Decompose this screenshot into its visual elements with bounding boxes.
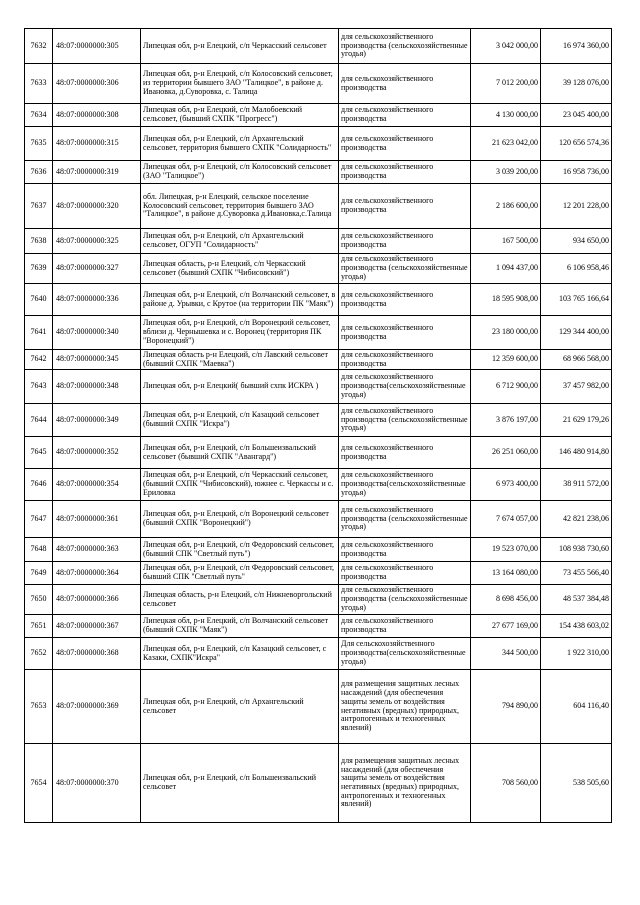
cadastral-number: 48:07:0000000:364	[53, 562, 141, 585]
land-use: для сельскохозяйственного производства	[339, 127, 471, 161]
row-number: 7635	[25, 127, 53, 161]
row-number: 7644	[25, 404, 53, 437]
land-use: для сельскохозяйственного производства (сельскохозяйственные угодья)	[339, 404, 471, 437]
row-number: 7645	[25, 437, 53, 469]
area-value: 794 890,00	[471, 670, 541, 744]
land-use: для сельскохозяйственного производства	[339, 64, 471, 104]
location: Липецкая обл, р-н Елецкий, с/п Архангельский сельсовет	[141, 670, 339, 744]
row-number: 7652	[25, 638, 53, 670]
table-row	[25, 404, 612, 437]
table-row	[25, 350, 612, 370]
row-number: 7641	[25, 316, 53, 350]
land-use: для сельскохозяйственного производства (сельскохозяйственные угодья)	[339, 254, 471, 284]
cadastral-cost: 12 201 228,00	[541, 184, 612, 229]
cadastral-cost: 37 457 982,00	[541, 370, 612, 404]
table-body	[25, 29, 612, 823]
area-value: 3 042 000,00	[471, 29, 541, 64]
cadastral-cost: 604 116,40	[541, 670, 612, 744]
table-row	[25, 104, 612, 127]
location: Липецкая обл, р-н Елецкий, с/п Колосовский сельсовет, из территории бывшего ЗАО "Талицкое", в районе д. Ивановка, д.Суворовка, с. Талица	[141, 64, 339, 104]
row-number: 7632	[25, 29, 53, 64]
area-value: 167 500,00	[471, 229, 541, 254]
cadastral-number: 48:07:0000000:354	[53, 469, 141, 501]
area-value: 26 251 060,00	[471, 437, 541, 469]
land-use: для сельскохозяйственного производства	[339, 104, 471, 127]
land-use: для сельскохозяйственного производства	[339, 229, 471, 254]
cadastral-cost: 23 045 400,00	[541, 104, 612, 127]
row-number: 7638	[25, 229, 53, 254]
area-value: 7 012 200,00	[471, 64, 541, 104]
cadastral-number: 48:07:0000000:361	[53, 501, 141, 538]
row-number: 7651	[25, 615, 53, 638]
area-value: 27 677 169,00	[471, 615, 541, 638]
cadastral-cost: 16 974 360,00	[541, 29, 612, 64]
land-use: для сельскохозяйственного производства	[339, 161, 471, 184]
cadastral-cost: 146 480 914,80	[541, 437, 612, 469]
row-number: 7646	[25, 469, 53, 501]
area-value: 21 623 042,00	[471, 127, 541, 161]
cadastral-number: 48:07:0000000:368	[53, 638, 141, 670]
table-row	[25, 562, 612, 585]
area-value: 6 712 900,00	[471, 370, 541, 404]
land-use: для сельскохозяйственного производства (сельскохозяйственные угодья)	[339, 29, 471, 64]
table-row	[25, 744, 612, 823]
location: Липецкая обл, р-н Елецкий, с/п Федоровский сельсовет, (бывший СПК "Светлый путь")	[141, 538, 339, 562]
cadastral-number: 48:07:0000000:369	[53, 670, 141, 744]
row-number: 7637	[25, 184, 53, 229]
cadastral-number: 48:07:0000000:349	[53, 404, 141, 437]
cadastral-cost: 538 505,60	[541, 744, 612, 823]
table-row	[25, 615, 612, 638]
cadastral-number: 48:07:0000000:367	[53, 615, 141, 638]
location: Липецкая обл, р-н Елецкий, с/п Казацкий сельсовет, с Казаки, СХПК"Искра"	[141, 638, 339, 670]
cadastral-number: 48:07:0000000:345	[53, 350, 141, 370]
location: Липецкая обл, р-н Елецкий, с/п Волчанский сельсовет, в районе д. Урывки, с Крутое (на территории ПК "Маяк")	[141, 284, 339, 316]
cadastral-number: 48:07:0000000:315	[53, 127, 141, 161]
cadastral-cost: 73 455 566,40	[541, 562, 612, 585]
cadastral-number: 48:07:0000000:370	[53, 744, 141, 823]
location: Липецкая обл, р-н Елецкий, с/п Архангельский сельсовет, ОГУП "Солидарность"	[141, 229, 339, 254]
location: Липецкая обл, р-н Елецкий, с/п Большеизвальский сельсовет (бывший СХПК "Авангард")	[141, 437, 339, 469]
cadastral-number: 48:07:0000000:308	[53, 104, 141, 127]
cadastral-cost: 129 344 400,00	[541, 316, 612, 350]
table-row	[25, 184, 612, 229]
cadastral-number: 48:07:0000000:305	[53, 29, 141, 64]
location: Липецкая обл, р-н Елецкий, с/п Федоровский сельсовет, бывший СПК "Светлый путь"	[141, 562, 339, 585]
cadastral-number: 48:07:0000000:340	[53, 316, 141, 350]
row-number: 7653	[25, 670, 53, 744]
cadastral-cost: 48 537 384,48	[541, 585, 612, 615]
table-row	[25, 161, 612, 184]
cadastral-cost: 42 821 238,06	[541, 501, 612, 538]
cadastral-number: 48:07:0000000:306	[53, 64, 141, 104]
table-row	[25, 585, 612, 615]
table-row	[25, 538, 612, 562]
row-number: 7654	[25, 744, 53, 823]
table-row	[25, 437, 612, 469]
table-row	[25, 670, 612, 744]
location: Липецкая обл, р-н Елецкий, с/п Волчанский сельсовет (бывший СХПК "Маяк")	[141, 615, 339, 638]
area-value: 1 094 437,00	[471, 254, 541, 284]
cadastral-number: 48:07:0000000:325	[53, 229, 141, 254]
cadastral-cost: 68 966 568,00	[541, 350, 612, 370]
cadastral-cost: 108 938 730,60	[541, 538, 612, 562]
location: Липецкая область, р-н Елецкий, с/п Черкасский сельсовет (бывший СХПК "Чибисовский")	[141, 254, 339, 284]
cadastral-cost: 39 128 076,00	[541, 64, 612, 104]
land-use: для сельскохозяйственного производства	[339, 562, 471, 585]
land-use: для сельскохозяйственного производства	[339, 350, 471, 370]
row-number: 7633	[25, 64, 53, 104]
cadastral-cost: 16 958 736,00	[541, 161, 612, 184]
land-use: для сельскохозяйственного производства	[339, 184, 471, 229]
land-use: для сельскохозяйственного производства(сельскохозяйственные угодья)	[339, 469, 471, 501]
cadastral-cost: 120 656 574,36	[541, 127, 612, 161]
location: Липецкая обл, р-н Елецкий, с/п Черкасский сельсовет	[141, 29, 339, 64]
cadastral-number: 48:07:0000000:327	[53, 254, 141, 284]
area-value: 3 876 197,00	[471, 404, 541, 437]
land-use: для размещения защитных лесных насаждений (для обеспечения защиты земель от воздействия негативных (вредных) природных, антропогенных и техногенных явлений)	[339, 670, 471, 744]
cadastral-number: 48:07:0000000:363	[53, 538, 141, 562]
location: Липецкая обл, р-н Елецкий, с/п Казацкий сельсовет (бывший СХПК "Искра")	[141, 404, 339, 437]
land-use: для размещения защитных лесных насаждений (для обеспечения защиты земель от воздействия негативных (вредных) природных, антропогенных и техногенных явлений)	[339, 744, 471, 823]
location: Липецкая обл, р-н Елецкий, с/п Воронецкий сельсовет (бывший СХПК "Воронецкий")	[141, 501, 339, 538]
area-value: 23 180 000,00	[471, 316, 541, 350]
area-value: 18 595 908,00	[471, 284, 541, 316]
area-value: 2 186 600,00	[471, 184, 541, 229]
location: Липецкая обл, р-н Елецкий, с/п Колосовский сельсовет (ЗАО "Талицкое")	[141, 161, 339, 184]
area-value: 12 359 600,00	[471, 350, 541, 370]
cadastral-number: 48:07:0000000:366	[53, 585, 141, 615]
row-number: 7640	[25, 284, 53, 316]
table-row	[25, 469, 612, 501]
table-row	[25, 501, 612, 538]
row-number: 7634	[25, 104, 53, 127]
cadastral-cost: 154 438 603,02	[541, 615, 612, 638]
table-row	[25, 316, 612, 350]
land-use: для сельскохозяйственного производства	[339, 284, 471, 316]
table-row	[25, 64, 612, 104]
cadastral-cost: 934 650,00	[541, 229, 612, 254]
table-row	[25, 229, 612, 254]
row-number: 7636	[25, 161, 53, 184]
cadastral-cost: 103 765 166,64	[541, 284, 612, 316]
area-value: 19 523 070,00	[471, 538, 541, 562]
location: обл. Липецкая, р-н Елецкий, сельское поселение Колосовский сельсовет, территория бывшего ЗАО "Талицкое", в районе д.Суворовка д.Ивановка,с.Талица	[141, 184, 339, 229]
area-value: 344 500,00	[471, 638, 541, 670]
land-use: для сельскохозяйственного производства	[339, 615, 471, 638]
area-value: 4 130 000,00	[471, 104, 541, 127]
location: Липецкая обл, р-н Елецкий, с/п Большеизвальский сельсовет	[141, 744, 339, 823]
row-number: 7647	[25, 501, 53, 538]
cadastral-number: 48:07:0000000:319	[53, 161, 141, 184]
table-row	[25, 254, 612, 284]
land-parcel-table	[24, 28, 612, 823]
land-use: для сельскохозяйственного производства (сельскохозяйственные угодья)	[339, 501, 471, 538]
cadastral-cost: 38 911 572,00	[541, 469, 612, 501]
area-value: 6 973 400,00	[471, 469, 541, 501]
location: Липецкая обл, р-н Елецкий, с/п Воронецкий сельсовет, вблизи д. Чернышевка и с. Воронец (территория ПК "Воронецкий")	[141, 316, 339, 350]
cadastral-number: 48:07:0000000:336	[53, 284, 141, 316]
land-use: для сельскохозяйственного производства	[339, 437, 471, 469]
row-number: 7649	[25, 562, 53, 585]
location: Липецкая обл, р-н Елецкий, с/п Архангельский сельсовет, территория бывшего СХПК "Солидарность"	[141, 127, 339, 161]
cadastral-number: 48:07:0000000:320	[53, 184, 141, 229]
land-use: для сельскохозяйственного производства	[339, 316, 471, 350]
table-row	[25, 638, 612, 670]
row-number: 7648	[25, 538, 53, 562]
area-value: 708 560,00	[471, 744, 541, 823]
table-row	[25, 29, 612, 64]
location: Липецкая обл, р-н Елецкий, с/п Черкасский сельсовет, (бывший СХПК "Чибисовский), южнее с. Черкассы и с. Ериловка	[141, 469, 339, 501]
area-value: 13 164 080,00	[471, 562, 541, 585]
location: Липецкая обл, р-н Елецкий( бывший схпк ИСКРА )	[141, 370, 339, 404]
location: Липецкая обл, р-н Елецкий, с/п Малобоевский сельсовет, (бывший СХПК "Прогресс")	[141, 104, 339, 127]
row-number: 7642	[25, 350, 53, 370]
location: Липецкая область, р-н Елецкий, с/п Нижневоргольский сельсовет	[141, 585, 339, 615]
cadastral-cost: 1 922 310,00	[541, 638, 612, 670]
row-number: 7639	[25, 254, 53, 284]
row-number: 7643	[25, 370, 53, 404]
cadastral-number: 48:07:0000000:348	[53, 370, 141, 404]
area-value: 8 698 456,00	[471, 585, 541, 615]
row-number: 7650	[25, 585, 53, 615]
cadastral-cost: 6 106 958,46	[541, 254, 612, 284]
land-use: для сельскохозяйственного производства	[339, 538, 471, 562]
land-use: Для сельскохозяйственного производства(сельскохозяйственные угодья)	[339, 638, 471, 670]
area-value: 3 039 200,00	[471, 161, 541, 184]
table-row	[25, 127, 612, 161]
location: Липецкая область р-н Елецкий, с/п Лавский сельсовет (бывший СХПК "Маевка")	[141, 350, 339, 370]
table-row	[25, 284, 612, 316]
cadastral-cost: 21 629 179,26	[541, 404, 612, 437]
area-value: 7 674 057,00	[471, 501, 541, 538]
land-use: для сельскохозяйственного производства(сельскохозяйственные угодья)	[339, 370, 471, 404]
table-row	[25, 370, 612, 404]
cadastral-number: 48:07:0000000:352	[53, 437, 141, 469]
land-use: для сельскохозяйственного производства (сельскохозяйственные угодья)	[339, 585, 471, 615]
